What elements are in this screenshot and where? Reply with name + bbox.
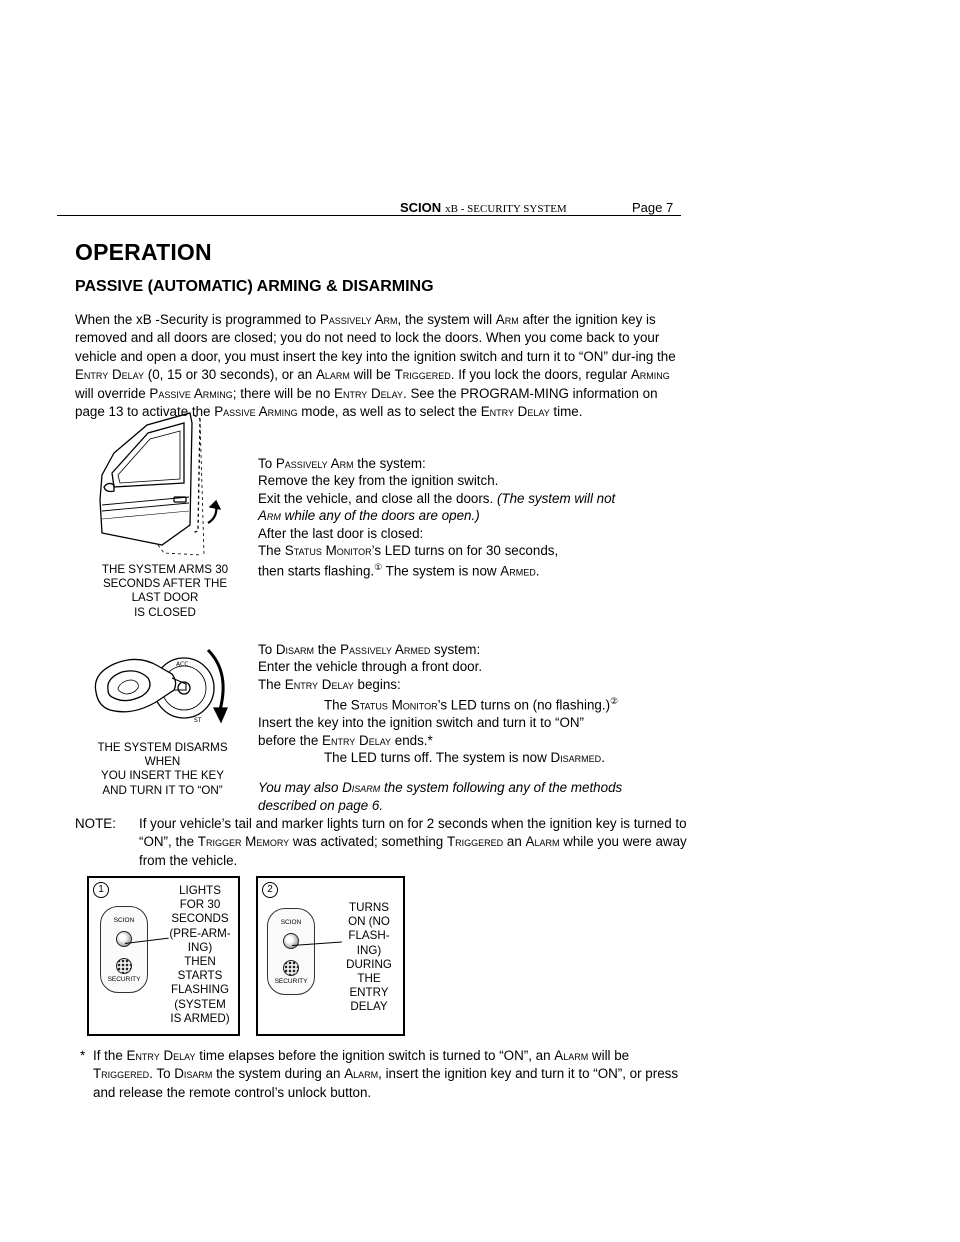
footnote-part: , insert the ignition key and turn it to “ON”, or press and release the remote control’s unlock button. [93, 1066, 679, 1100]
caption-line: THE SYSTEM DISARMS [97, 741, 228, 754]
instr-text: ends.* [391, 732, 433, 748]
box-line: ING) [187, 940, 213, 954]
circled-two-icon: ② [610, 696, 619, 707]
intro-text: time. [549, 404, 583, 420]
instruction-line: Insert the key into the ignition switch and turn it to “ON” [258, 715, 584, 731]
box-line: TURNS [349, 901, 389, 914]
instr-text: system: [430, 642, 481, 657]
instr-text: before the [258, 732, 323, 748]
box-line: (SYSTEM [174, 997, 226, 1011]
box-line: STARTS [177, 969, 223, 983]
note-label: NOTE: [75, 816, 116, 831]
svg-text:ACC: ACC [176, 661, 189, 668]
intro-term: Passive Arming [214, 404, 298, 420]
instruction-line [258, 455, 615, 472]
intro-term: Entry Delay [480, 404, 550, 420]
instruction-line: Enter the vehicle through a front door. [258, 659, 483, 675]
intro-term: Passively Arm [319, 312, 398, 327]
instr-term: Disarm [275, 642, 315, 657]
instr-text: then starts flashing. [258, 563, 375, 579]
intro-text: . If you lock the doors, regular [450, 367, 631, 383]
circled-number-icon: 1 [93, 882, 109, 898]
footnote-term: Alarm [344, 1066, 379, 1082]
instr-term: Arm [258, 508, 281, 524]
instruction-line [258, 507, 615, 524]
footnote-term: Alarm [554, 1048, 589, 1063]
note-text-part: was activated; something [289, 834, 447, 850]
intro-text: mode, as well as to select the [297, 404, 481, 420]
instr-italic: (The system will not [496, 490, 616, 506]
status-monitor-box-entry-delay [256, 876, 405, 1036]
instr-term: Armed [500, 563, 536, 579]
instr-term: Entry Delay [322, 732, 392, 748]
footnote-part: will be [588, 1048, 630, 1063]
disarm-instructions [258, 641, 622, 814]
monitor-brand: SCION [113, 917, 135, 924]
caption-line: YOU INSERT THE KEY [100, 769, 225, 783]
instruction-line [258, 749, 622, 766]
note-term: Triggered [446, 834, 504, 850]
instruction-line: After the last door is closed: [258, 525, 424, 541]
box-line: FLASHING [171, 983, 229, 997]
box-line: FLASH- [348, 929, 390, 943]
header-rule [57, 215, 681, 216]
intro-term: Alarm [315, 367, 350, 383]
door-caption [100, 563, 230, 620]
instr-text: the system: [353, 456, 426, 471]
section-title: PASSIVE (AUTOMATIC) ARMING & DISARMING [75, 278, 434, 295]
intro-term: Entry Delay [334, 385, 404, 401]
box-description [164, 884, 236, 1026]
intro-term: Triggered [394, 367, 451, 383]
caption-line: AND TURN IT TO “ON” [102, 783, 223, 797]
ignition-key-illustration [88, 630, 238, 740]
intro-term: Arm [495, 312, 519, 327]
footnote-term: Disarm [174, 1066, 213, 1082]
instruction-line [258, 490, 615, 507]
note-block [75, 815, 695, 870]
intro-text: ; there will be no [232, 385, 335, 401]
instr-term: Passively Arm [275, 456, 354, 471]
instr-term: Status Monitor [350, 697, 438, 713]
caption-line: SECONDS AFTER THE [102, 577, 228, 591]
box-line: ON (NO [348, 915, 390, 929]
note-text-part: an [503, 834, 526, 850]
header-brand-name: SCION [400, 200, 442, 215]
box-line: IS ARMED) [170, 1011, 230, 1025]
instr-text: The LED turns off. The system is now [324, 749, 551, 765]
intro-text: When the xB -Security is programmed to [75, 312, 320, 327]
box-line: DURING [346, 957, 392, 971]
page-title: OPERATION [75, 239, 212, 265]
footnote-text [93, 1047, 690, 1102]
note-text-part: while you were away from the vehicle. [139, 834, 687, 868]
caption-line: IS CLOSED [134, 605, 196, 619]
status-monitor-icon [100, 906, 148, 993]
box-line: THEN [184, 955, 216, 969]
box-line: FOR 30 [179, 898, 221, 912]
instr-text: ’s LED turns on (no flashing.) [437, 697, 611, 713]
box-line: DELAY [350, 1000, 388, 1014]
circled-one-icon: ① [374, 562, 383, 573]
instr-term: Disarm [342, 780, 381, 796]
footnote-part: the system during an [212, 1066, 345, 1082]
intro-text: will override [75, 385, 150, 401]
intro-text: after the ignition key is removed and all doors are closed; you do not need to lock the doors. When you come back to your vehicle and open a door, you must insert the key into the ignition switch and turn it to “ON” dur-ing the [75, 312, 676, 364]
instruction-line [258, 542, 615, 559]
instruction-line [258, 676, 622, 693]
box-line: LIGHTS [179, 884, 221, 897]
led-icon [116, 931, 132, 947]
instr-term: Status Monitor [284, 543, 372, 559]
svg-text:ST: ST [194, 717, 202, 724]
footnote-asterisk: * [80, 1048, 86, 1063]
caption-line: LAST DOOR [131, 591, 199, 605]
passive-arm-instructions [258, 455, 615, 580]
instr-text: To [258, 642, 276, 657]
box-line: ENTRY [349, 986, 389, 1000]
note-term: Trigger Memory [197, 834, 290, 850]
instr-term: Passively Armed [340, 642, 431, 657]
instruction-line [258, 559, 615, 580]
footnote-term: Entry Delay [126, 1048, 196, 1063]
led-icon [283, 933, 299, 949]
instruction-line [258, 779, 622, 796]
instr-text: Exit the vehicle, and close all the doors. [258, 490, 497, 506]
car-door-illustration [92, 405, 242, 565]
instr-text: The system is now [382, 563, 501, 579]
footnote-part: time elapses before the ignition switch is turned to “ON”, an [195, 1048, 555, 1063]
note-text-part: If your vehicle’s tail and marker lights turn on for 2 seconds when the ignition key is turned to “ON”, the [139, 816, 687, 850]
instr-text: begins: [353, 676, 401, 692]
status-monitor-icon [267, 908, 315, 995]
header-subtitle: xB - SECURITY SYSTEM [445, 203, 567, 215]
intro-text: . See the PROGRAM-MING information on page 13 to activate the [75, 385, 658, 420]
caption-line: WHEN [144, 755, 181, 769]
key-caption [90, 741, 235, 798]
instr-text: the [314, 642, 341, 657]
speaker-icon [283, 960, 299, 976]
instr-text: The [258, 543, 285, 559]
footnote [80, 1047, 690, 1102]
instr-text: . [601, 749, 605, 765]
note-term: Alarm [525, 834, 560, 850]
instr-term: Disarmed [550, 749, 602, 765]
instr-term: Entry Delay [284, 676, 354, 692]
instr-italic: You may also [258, 780, 343, 796]
intro-text: (0, 15 or 30 seconds), or an [144, 367, 316, 383]
spacer [258, 766, 622, 779]
footnote-part: If the [93, 1048, 127, 1063]
caption-line: THE SYSTEM ARMS 30 [101, 563, 229, 576]
header-brand [400, 200, 567, 215]
instr-text: The [324, 697, 351, 713]
footnote-term: Triggered [93, 1066, 150, 1082]
note-text [139, 815, 695, 870]
instr-italic: the system following any of the methods [380, 780, 623, 796]
monitor-brand: SCION [280, 919, 302, 926]
intro-text: will be [349, 367, 395, 383]
status-monitor-box-armed [87, 876, 240, 1036]
instruction-line [258, 641, 622, 658]
box-description [338, 901, 400, 1015]
instr-text: The [258, 676, 285, 692]
speaker-icon [116, 958, 132, 974]
monitor-label: SECURITY [274, 978, 308, 985]
box-line: THE [357, 972, 381, 986]
footnote-part: . To [149, 1066, 175, 1082]
intro-term: Entry Delay [75, 367, 145, 383]
instr-text: ’s LED turns on for 30 seconds, [371, 543, 559, 559]
intro-text: , the system will [397, 312, 496, 327]
instruction-line: described on page 6. [258, 797, 384, 813]
monitor-label: SECURITY [107, 976, 141, 983]
box-line: ING) [356, 943, 382, 957]
instr-text: . [535, 563, 540, 579]
instruction-line [258, 693, 622, 714]
intro-term: Arming [630, 367, 670, 383]
instr-text: To [258, 456, 276, 471]
instruction-line: Remove the key from the ignition switch. [258, 473, 499, 489]
instr-italic: while any of the doors are open.) [280, 508, 480, 524]
instruction-line [258, 732, 622, 749]
box-line: (PRE-ARM- [169, 926, 231, 940]
circled-number-icon: 2 [262, 882, 278, 898]
page-number: Page 7 [632, 200, 674, 215]
box-line: SECONDS [171, 912, 229, 926]
intro-term: Passive Arming [149, 385, 233, 401]
